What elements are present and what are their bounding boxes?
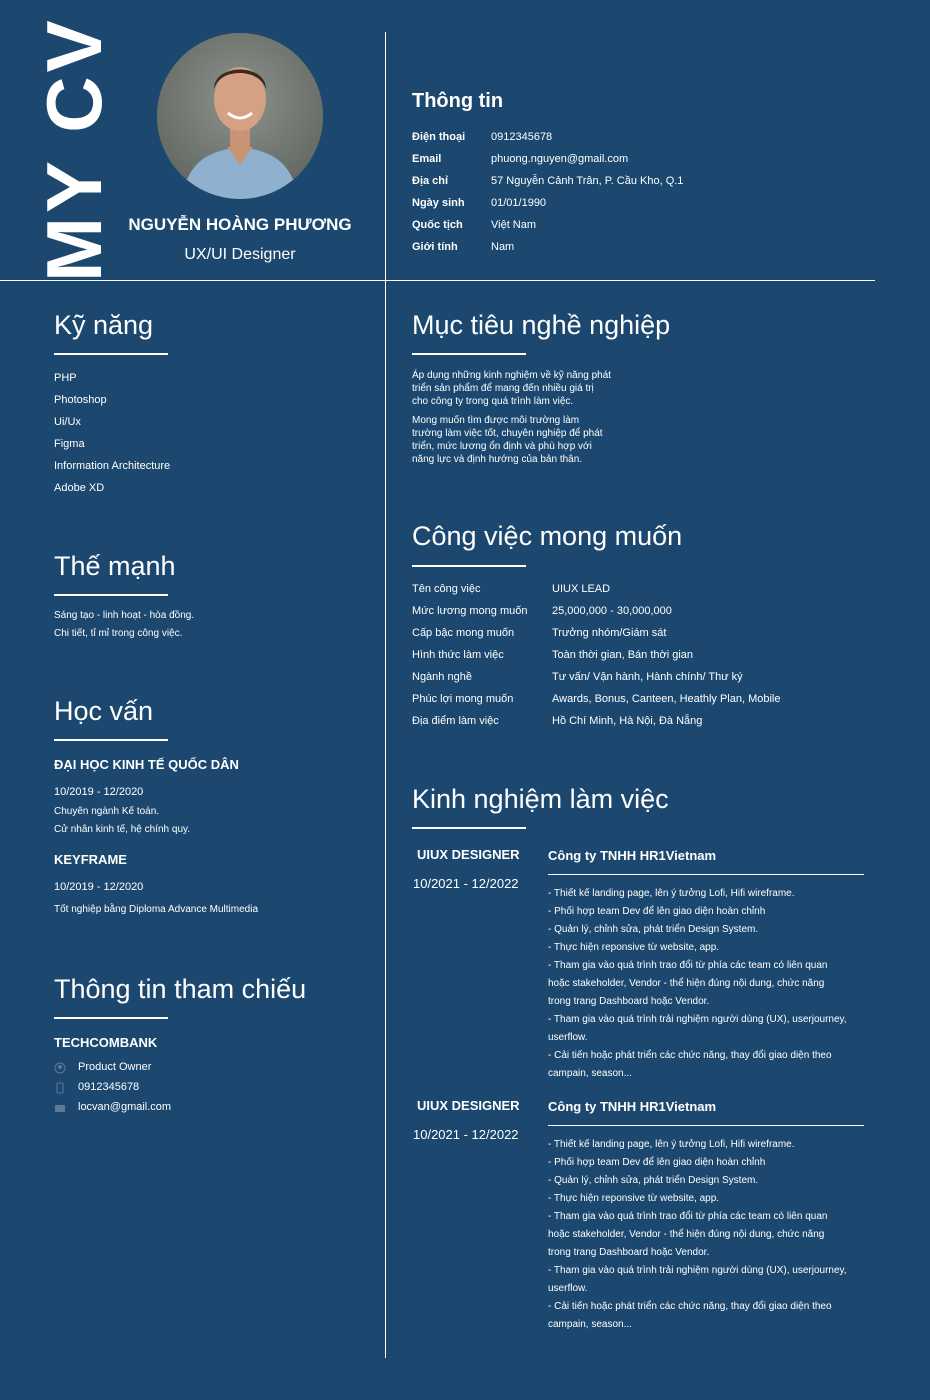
experience-line: - Cải tiến hoặc phát triển các chức năng, thay đổi giao diện theo <box>548 1050 832 1061</box>
info-value: 57 Nguyễn Cảnh Trân, P. Cầu Kho, Q.1 <box>491 175 684 187</box>
info-label: Điện thoại <box>412 131 466 143</box>
desired-job-label: Phúc lợi mong muốn <box>412 693 514 705</box>
skills-rule <box>54 353 168 355</box>
experience-line: campain, season... <box>548 1319 632 1330</box>
experience-company: Công ty TNHH HR1Vietnam <box>548 848 717 863</box>
desired-job-value: Hồ Chí Minh, Hà Nội, Đà Nẵng <box>552 715 703 727</box>
strengths-title: Thế mạnh <box>54 551 176 581</box>
user-icon <box>54 1062 66 1074</box>
experience-date: 10/2021 - 12/2022 <box>413 1127 519 1142</box>
info-value: phuong.nguyen@gmail.com <box>491 153 629 165</box>
experience-line: - Tham gia vào quá trình trải nghiệm người dùng (UX), userjourney, <box>548 1014 847 1025</box>
experience-line: userflow. <box>548 1032 588 1043</box>
experience-role: UIUX DESIGNER <box>417 847 520 862</box>
experience-line: - Thực hiện reponsive từ website, app. <box>548 1193 720 1204</box>
experience-line: - Phối hợp team Dev để lên giao diện hoàn chỉnh <box>548 1157 766 1168</box>
desired-job-label: Cấp bậc mong muốn <box>412 627 515 639</box>
experience-title: Kinh nghiệm làm việc <box>412 784 669 814</box>
experience-line: campain, season... <box>548 1068 632 1079</box>
avatar <box>157 33 323 199</box>
education-detail: Chuyên ngành Kế toán. <box>54 806 160 817</box>
skill-item: Figma <box>54 438 85 450</box>
desired-job-value: UIUX LEAD <box>552 583 611 595</box>
desired-job-rule <box>412 565 526 567</box>
experience-line: - Quản lý, chỉnh sửa, phát triển Design System. <box>548 924 759 935</box>
strengths-rule <box>54 594 168 596</box>
reference-company: TECHCOMBANK <box>54 1035 158 1050</box>
profile-photo <box>157 33 323 199</box>
desired-job-value: Trưởng nhóm/Giám sát <box>552 627 667 639</box>
school-name: ĐẠI HỌC KINH TẾ QUỐC DÂN <box>54 757 239 772</box>
experience-line: - Cải tiến hoặc phát triển các chức năng, thay đổi giao diện theo <box>548 1301 832 1312</box>
vertical-divider <box>385 32 386 1358</box>
desired-job-label: Ngành nghề <box>412 671 472 683</box>
skills-list <box>54 367 170 499</box>
my-cv-heading: MY CV <box>30 16 118 282</box>
experience-line: - Thiết kế landing page, lên ý tưởng Lofi, Hifi wireframe. <box>548 1139 795 1150</box>
strength-line: Sáng tạo - linh hoạt - hòa đồng. <box>54 610 195 621</box>
education-detail: Tốt nghiệp bằng Diploma Advance Multimedia <box>54 904 259 915</box>
experience-line: hoặc stakeholder, Vendor - thể hiện đúng nội dung, chức năng <box>548 978 825 989</box>
desired-job-value: Toàn thời gian, Bán thời gian <box>552 649 694 661</box>
info-value: 01/01/1990 <box>491 197 547 209</box>
skill-item: Information Architecture <box>54 460 171 472</box>
desired-job-label: Hình thức làm việc <box>412 649 504 661</box>
education-title: Học vấn <box>54 696 154 726</box>
experience-line: userflow. <box>548 1283 588 1294</box>
desired-job-value: 25,000,000 - 30,000,000 <box>552 605 672 617</box>
experience-line: - Tham gia vào quá trình trải nghiệm người dùng (UX), userjourney, <box>548 1265 847 1276</box>
objective-paragraph: Mong muốn tìm được môi trường làm trường làm việc tốt, chuyên nghiệp để phát triển, mức lương ổn định và phù hợp với năng lực và định hướng của bản thân. <box>412 415 603 465</box>
full-name: NGUYỄN HOÀNG PHƯƠNG <box>128 215 352 234</box>
desired-job-label: Mức lương mong muốn <box>412 605 528 617</box>
info-label: Ngày sinh <box>412 197 465 209</box>
experience-line: - Thực hiện reponsive từ website, app. <box>548 942 720 953</box>
objective-paragraph: Áp dụng những kinh nghiệm về kỹ năng phát triển sản phẩm để mang đến nhiều giá trị cho công ty trong quá trình làm việc. <box>412 370 612 407</box>
info-title: Thông tin <box>412 90 504 112</box>
skills-title: Kỹ năng <box>54 310 154 340</box>
skill-item: Photoshop <box>54 394 107 406</box>
info-value: Việt Nam <box>491 219 537 231</box>
objective-rule <box>412 353 526 355</box>
experience-line: - Tham gia vào quá trình trao đổi từ phía các team có liên quan <box>548 1211 828 1222</box>
reference-phone: 0912345678 <box>78 1081 140 1093</box>
experience-date: 10/2021 - 12/2022 <box>413 876 519 891</box>
desired-job-value: Awards, Bonus, Canteen, Heathly Plan, Mobile <box>552 693 781 705</box>
school-name: KEYFRAME <box>54 852 127 867</box>
reference-email: locvan@gmail.com <box>78 1101 172 1113</box>
education-date: 10/2019 - 12/2020 <box>54 786 144 798</box>
experience-line: trong trang Dashboard hoặc Vendor. <box>548 996 710 1007</box>
info-label: Quốc tịch <box>412 219 463 231</box>
experience-role: UIUX DESIGNER <box>417 1098 520 1113</box>
experience-line: - Phối hợp team Dev để lên giao diện hoàn chỉnh <box>548 906 766 917</box>
experience-line: - Thiết kế landing page, lên ý tưởng Lofi, Hifi wireframe. <box>548 888 795 899</box>
info-value: 0912345678 <box>491 131 553 143</box>
mail-icon <box>54 1102 66 1114</box>
reference-title: Thông tin tham chiếu <box>54 974 307 1004</box>
objective-title: Mục tiêu nghề nghiệp <box>412 310 671 340</box>
desired-job-value: Tư vấn/ Vận hành, Hành chính/ Thư ký <box>552 671 743 683</box>
skill-item: PHP <box>54 372 77 384</box>
info-label: Địa chỉ <box>412 175 449 187</box>
education-rule <box>54 739 168 741</box>
experience-description <box>548 885 868 1083</box>
reference-rule <box>54 1017 168 1019</box>
education-detail: Cử nhân kinh tế, hệ chính quy. <box>54 824 191 835</box>
horizontal-divider <box>0 280 875 281</box>
skill-item: Adobe XD <box>54 482 105 494</box>
info-label: Giới tính <box>412 241 458 253</box>
experience-company: Công ty TNHH HR1Vietnam <box>548 1099 717 1114</box>
desired-job-label: Tên công việc <box>412 583 481 595</box>
info-value: Nam <box>491 241 515 253</box>
education-date: 10/2019 - 12/2020 <box>54 881 144 893</box>
experience-rule <box>412 827 526 829</box>
strength-line: Chi tiết, tỉ mỉ trong công việc. <box>54 628 183 639</box>
experience-rule <box>548 874 864 875</box>
experience-line: - Tham gia vào quá trình trao đổi từ phía các team có liên quan <box>548 960 828 971</box>
reference-position: Product Owner <box>78 1061 152 1073</box>
skill-item: Ui/Ux <box>54 416 81 428</box>
experience-line: trong trang Dashboard hoặc Vendor. <box>548 1247 710 1258</box>
desired-job-label: Địa điểm làm việc <box>412 715 499 727</box>
info-label: Email <box>412 153 442 165</box>
desired-job-title: Công việc mong muốn <box>412 521 683 551</box>
experience-line: - Quản lý, chỉnh sửa, phát triển Design System. <box>548 1175 759 1186</box>
experience-rule <box>548 1125 864 1126</box>
experience-line: hoặc stakeholder, Vendor - thể hiện đúng nội dung, chức năng <box>548 1229 825 1240</box>
phone-icon <box>54 1082 66 1094</box>
job-role: UX/UI Designer <box>184 246 296 263</box>
experience-description <box>548 1136 868 1334</box>
